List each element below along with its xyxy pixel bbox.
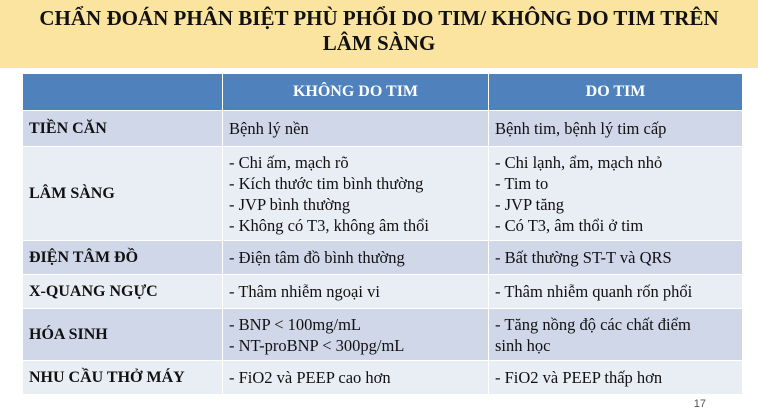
cell-non-cardiac bbox=[223, 241, 489, 275]
cell-non-cardiac bbox=[223, 275, 489, 309]
table-row bbox=[23, 309, 743, 361]
cell-line: Bệnh tim, bệnh lý tim cấp bbox=[495, 119, 667, 138]
header-non-cardiac: KHÔNG DO TIM bbox=[223, 74, 489, 111]
cell-line: - NT-proBNP < 300pg/mL bbox=[229, 335, 405, 355]
cell-line: - Chi lạnh, ẩm, mạch nhỏ bbox=[495, 152, 663, 172]
row-label: NHU CẦU THỞ MÁY bbox=[23, 361, 223, 395]
cell-line: Bệnh lý nền bbox=[229, 119, 309, 138]
cell-cardiac bbox=[489, 241, 743, 275]
cell-line: - Chi ấm, mạch rõ bbox=[229, 152, 349, 172]
slide-title bbox=[0, 6, 758, 56]
cell-non-cardiac bbox=[223, 111, 489, 147]
page-number: 17 bbox=[693, 398, 706, 410]
table-header-row bbox=[23, 74, 743, 111]
row-label: ĐIỆN TÂM ĐỒ bbox=[23, 241, 223, 275]
row-label: LÂM SÀNG bbox=[23, 147, 223, 241]
table-row bbox=[23, 275, 743, 309]
cell-line: - Kích thước tim bình thường bbox=[229, 173, 424, 193]
cell-line: - BNP < 100mg/mL bbox=[229, 314, 361, 334]
cell-line: - Thâm nhiễm quanh rốn phổi bbox=[495, 282, 693, 301]
cell-line: - JVP tăng bbox=[495, 194, 565, 214]
cell-non-cardiac bbox=[223, 309, 489, 361]
header-cardiac: DO TIM bbox=[489, 74, 743, 111]
cell-line: - Tim to bbox=[495, 173, 549, 193]
cell-line: - Không có T3, không âm thổi bbox=[229, 215, 429, 235]
cell-line: - Có T3, âm thổi ở tim bbox=[495, 215, 644, 235]
cell-line: - Điện tâm đồ bình thường bbox=[229, 248, 405, 267]
table-row bbox=[23, 241, 743, 275]
table-row bbox=[23, 361, 743, 395]
title-line-2: LÂM SÀNG bbox=[322, 31, 436, 55]
cell-cardiac bbox=[489, 147, 743, 241]
cell-cardiac bbox=[489, 275, 743, 309]
cell-line: sinh học bbox=[495, 335, 551, 355]
cell-cardiac bbox=[489, 309, 743, 361]
cell-line: - FiO2 và PEEP thấp hơn bbox=[495, 368, 663, 387]
row-label: HÓA SINH bbox=[23, 309, 223, 361]
cell-cardiac bbox=[489, 111, 743, 147]
comparison-table bbox=[22, 73, 743, 395]
cell-line: - FiO2 và PEEP cao hơn bbox=[229, 368, 391, 387]
cell-line: - JVP bình thường bbox=[229, 194, 351, 214]
cell-line: - Bất thường ST-T và QRS bbox=[495, 248, 672, 267]
cell-line: - Tăng nồng độ các chất điểm bbox=[495, 314, 691, 334]
cell-cardiac bbox=[489, 361, 743, 395]
cell-line: - Thâm nhiễm ngoại vi bbox=[229, 282, 380, 301]
row-label: X-QUANG NGỰC bbox=[23, 275, 223, 309]
table-row bbox=[23, 147, 743, 241]
table-row bbox=[23, 111, 743, 147]
cell-non-cardiac bbox=[223, 147, 489, 241]
title-line-1: CHẨN ĐOÁN PHÂN BIỆT PHÙ PHỔI DO TIM/ KHÔNG DO TIM TRÊN bbox=[39, 6, 719, 30]
header-empty-cell bbox=[23, 74, 223, 111]
cell-non-cardiac bbox=[223, 361, 489, 395]
row-label: TIỀN CĂN bbox=[23, 111, 223, 147]
